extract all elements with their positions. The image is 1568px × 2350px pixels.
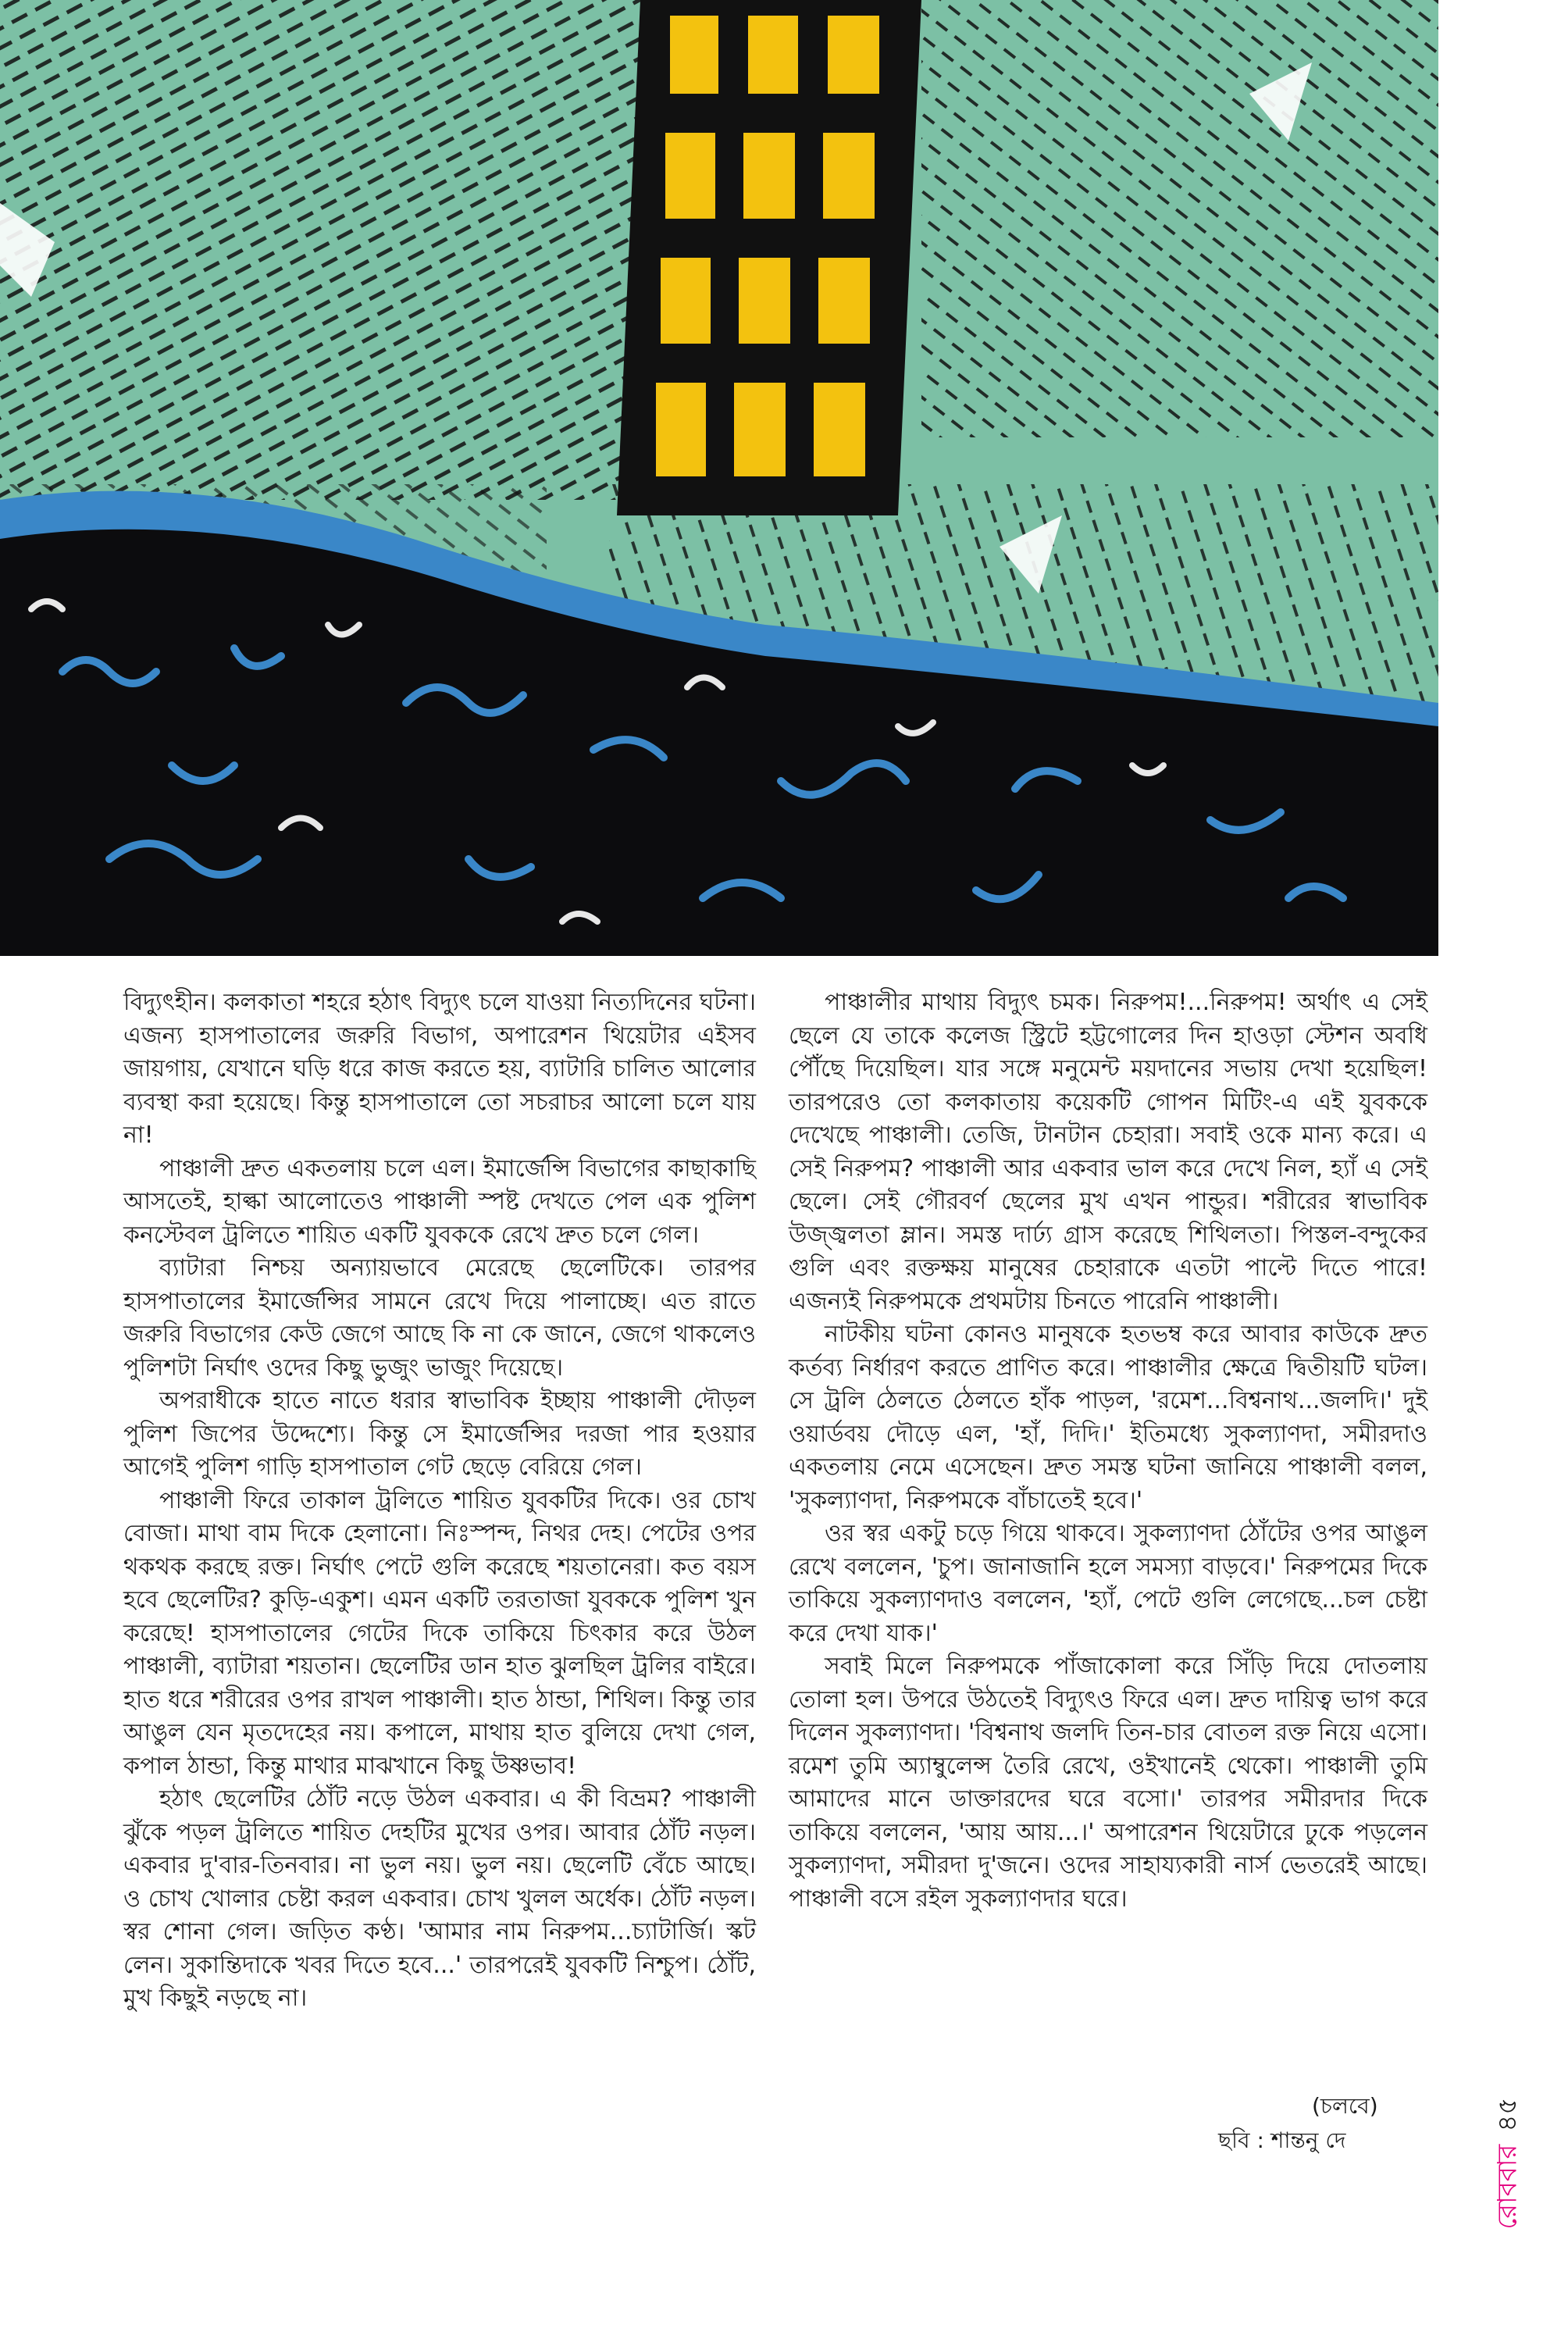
- paragraph: পাঞ্চালী ফিরে তাকাল ট্রলিতে শায়িত যুবকটির দিকে। ওর চোখ বোজা। মাথা বাম দিকে হেলানো। নিঃস্পন্দ, নিথর দেহ। পেটের ওপর থকথক করছে রক্ত। নির্ঘাৎ পেটে গুলি করেছে শয়তানেরা। কত বয়স হবে ছেলেটির? কুড়ি-একুশ। এমন একটি তরতাজা যুবককে পুলিশ খুন করেছে! হাসপাতালের গেটের দিকে তাকিয়ে চিৎকার করে উঠল পাঞ্চালী, ব্যাটারা শয়তান। ছেলেটির ডান হাত ঝুলছিল ট্রলির বাইরে। হাত ধরে শরীরের ওপর রাখল পাঞ্চালী। হাত ঠান্ডা, শিথিল। কিন্তু তার আঙুল যেন মৃতদেহের নয়। কপালে, মাথায় হাত বুলিয়ে দেখা গেল, কপাল ঠান্ডা, কিন্তু মাথার মাঝখানে কিছু উষ্ণভাব!: [123, 1486, 756, 1780]
- paragraph: হঠাৎ ছেলেটির ঠোঁট নড়ে উঠল একবার। এ কী বিভ্রম? পাঞ্চালী ঝুঁকে পড়ল ট্রলিতে শায়িত দেহটির মুখের ওপর। আবার ঠোঁট নড়ল। একবার দু'বার-তিনবার। না ভুল নয়। ভুল নয়। ছেলেটি বেঁচে আছে। ও চোখ খোলার চেষ্টা করল একবার। চোখ খুলল অর্ধেক। ঠোঁট নড়ল। স্বর শোনা গেল। জড়িত কণ্ঠ। 'আমার নাম নিরুপম...চ্যাটার্জি। স্কট লেন। সুকান্তিদাকে খবর দিতে হবে...' তারপরেই যুবকটি নিশ্চুপ। ঠোঁট, মুখ কিছুই নড়ছে না।: [123, 1785, 756, 2012]
- continued-note: (চলবে): [1312, 2093, 1378, 2119]
- paragraph: পাঞ্চালী দ্রুত একতলায় চলে এল। ইমার্জেন্সি বিভাগের কাছাকাছি আসতেই, হাল্কা আলোতেও পাঞ্চালী স্পষ্ট দেখতে পেল এক পুলিশ কনস্টেবল ট্রলিতে শায়িত একটি যুবককে রেখে দ্রুত চলে গেল।: [123, 1154, 756, 1249]
- illustration-credit: ছবি : শান্তনু দে: [1218, 2127, 1346, 2153]
- paragraph: পাঞ্চালীর মাথায় বিদ্যুৎ চমক। নিরুপম!...নিরুপম! অর্থাৎ এ সেই ছেলে যে তাকে কলেজ স্ট্রিটে হট্টগোলের দিন হাওড়া স্টেশন অবধি পৌঁছে দিয়েছিল। যার সঙ্গে মনুমেন্ট ময়দানের সভায় দেখা হয়েছিল! তারপরেও তো কলকাতায় কয়েকটি গোপন মিটিং-এ এই যুবককে দেখেছে পাঞ্চালী। তেজি, টানটান চেহারা। সবাই ওকে মান্য করে। এ সেই নিরুপম? পাঞ্চালী আর একবার ভাল করে দেখে নিল, হ্যাঁ এ সেই ছেলে। সেই গৌরবর্ণ ছেলের মুখ এখন পান্ডুর। শরীরের স্বাভাবিক উজ্জ্বলতা ম্লান। সমস্ত দার্ঢ্য গ্রাস করেছে শিথিলতা। পিস্তল-বন্দুকের গুলি এবং রক্তক্ষয় মানুষের চেহারাকে এতটা পাল্টে দিতে পারে! এজন্যই নিরুপমকে প্রথমটায় চিনতে পারেনি পাঞ্চালী।: [789, 989, 1427, 1315]
- paragraph: বিদ্যুৎহীন। কলকাতা শহরে হঠাৎ বিদ্যুৎ চলে যাওয়া নিত্যদিনের ঘটনা। এজন্য হাসপাতালের জরুরি বিভাগ, অপারেশন থিয়েটার এইসব জায়গায়, যেখানে ঘড়ি ধরে কাজ করতে হয়, ব্যাটারি চালিত আলোর ব্যবস্থা করা হয়েছে। কিন্তু হাসপাতালে তো সচরাচর আলো চলে যায় না!: [123, 989, 756, 1149]
- story-column-left: [123, 986, 756, 2016]
- story-column-right: [789, 986, 1427, 1916]
- lit-window: [617, 0, 921, 515]
- paragraph: ব্যাটারা নিশ্চয় অন্যায়ভাবে মেরেছে ছেলেটিকে। তারপর হাসপাতালের ইমার্জেন্সির সামনে রেখে দিয়ে পালাচ্ছে। এত রাতে জরুরি বিভাগের কেউ জেগে আছে কি না কে জানে, জেগে থাকলেও পুলিশটা নির্ঘাৎ ওদের কিছু ভুজুং ভাজুং দিয়েছে।: [123, 1254, 756, 1382]
- paragraph: অপরাধীকে হাতে নাতে ধরার স্বাভাবিক ইচ্ছায় পাঞ্চালী দৌড়ল পুলিশ জিপের উদ্দেশ্যে। কিন্তু সে ইমার্জেন্সির দরজা পার হওয়ার আগেই পুলিশ গাড়ি হাসপাতাল গেট ছেড়ে বেরিয়ে গেল।: [123, 1387, 756, 1481]
- paragraph: সবাই মিলে নিরুপমকে পাঁজাকোলা করে সিঁড়ি দিয়ে দোতলায় তোলা হল। উপরে উঠতেই বিদ্যুৎও ফিরে এল। দ্রুত দায়িত্ব ভাগ করে দিলেন সুকল্যাণদা। 'বিশ্বনাথ জলদি তিন-চার বোতল রক্ত নিয়ে এসো। রমেশ তুমি অ্যাম্বুলেন্স তৈরি রেখে, ওইখানেই থেকো। পাঞ্চালী তুমি আমাদের মানে ডাক্তারদের ঘরে বসো।' তারপর সমীরদার দিকে তাকিয়ে বললেন, 'আয় আয়...।' অপারেশন থিয়েটারে ঢুকে পড়লেন সুকল্যাণদা, সমীরদা দু'জনে। ওদের সাহায্যকারী নার্স ভেতরেই আছে। পাঞ্চালী বসে রইল সুকল্যাণদার ঘরে।: [789, 1653, 1427, 1913]
- magazine-name: রোববার: [1491, 2144, 1523, 2230]
- paragraph: ওর স্বর একটু চড়ে গিয়ে থাকবে। সুকল্যাণদা ঠোঁটের ওপর আঙুল রেখে বললেন, 'চুপ। জানাজানি হলে সমস্যা বাড়বে।' নিরুপমের দিকে তাকিয়ে সুকল্যাণদাও বললেন, 'হ্যাঁ, পেটে গুলি লেগেছে...চল চেষ্টা করে দেখা যাক।': [789, 1520, 1427, 1647]
- page-number: ৪৫: [1491, 2097, 1523, 2132]
- woodcut-illustration: [0, 0, 1438, 956]
- story-credits: [1218, 2089, 1437, 2158]
- story-illustration: [0, 0, 1438, 956]
- page-folio: [1482, 2062, 1537, 2265]
- paragraph: নাটকীয় ঘটনা কোনও মানুষকে হতভম্ব করে আবার কাউকে দ্রুত কর্তব্য নির্ধারণ করতে প্রাণিত করে। পাঞ্চালীর ক্ষেত্রে দ্বিতীয়টি ঘটল। সে ট্রলি ঠেলতে ঠেলতে হাঁক পাড়ল, 'রমেশ...বিশ্বনাথ...জলদি।' দুই ওয়ার্ডবয় দৌড়ে এল, 'হাঁ, দিদি।' ইতিমধ্যে সুকল্যাণদা, সমীরদাও একতলায় নেমে এসেছেন। দ্রুত সমস্ত ঘটনা জানিয়ে পাঞ্চালী বলল, 'সুকল্যাণদা, নিরুপমকে বাঁচাতেই হবে।': [789, 1321, 1427, 1514]
